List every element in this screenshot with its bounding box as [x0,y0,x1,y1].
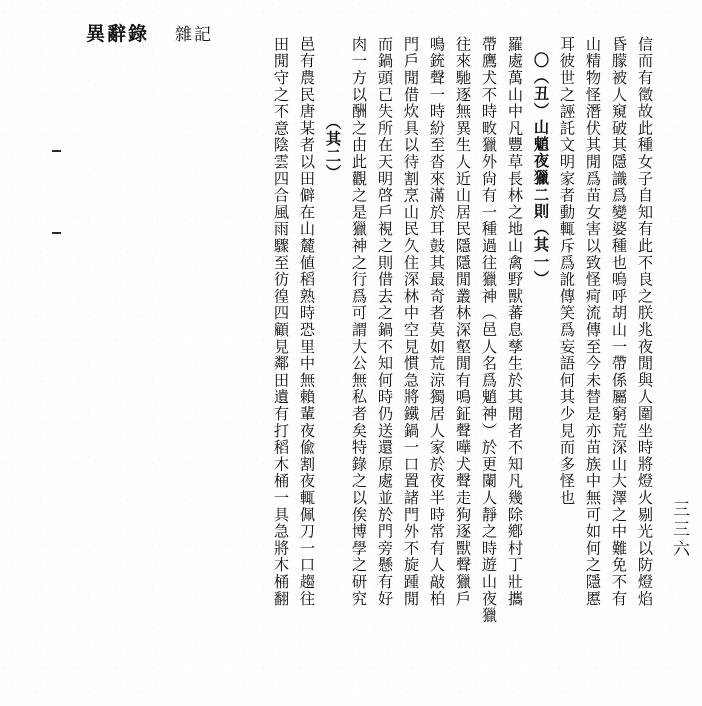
text-column: 肉一方以酬之由此觀之是獵神之行爲可謂大公無私者矣特錄之以俟博學之研究 [350,36,368,608]
text-column: 信而有徵故此種女子自知有此不良之朕兆夜閒與人圍坐時將燈火剔光以防燈焰 [636,36,654,608]
text-body [84,36,658,696]
page-number: 三三六 [669,500,689,560]
text-column: 而鍋頭已失所在天明啓戶視之則借去之鍋不知何時仍送還原處並於門旁懸有好 [376,36,394,608]
text-column: 耳彼世之誣託文明家者動輒斥爲訛傳笑爲妄語何其少見而多怪也 [558,36,576,507]
margin-tick-icon [52,232,61,234]
text-column: 鳴銃聲一時紛至沓來滿於耳鼓其最奇者莫如荒涼獨居人家於夜半時常有人敲柏 [428,36,446,608]
text-column: 邑有農民唐某者以田僻在山麓値稻熟時恐里中無賴輩夜偸割夜輒佩刀一口趨往 [298,36,316,608]
section-heading-chou: 〇（丑）山魈夜獵二則（其一） [532,52,550,288]
margin-tick-icon [52,150,61,152]
text-column: 田閒守之不意陰雲四合風雨驟至彷徨四顧見鄰田遺有打稻木桶一具急將木桶翻 [272,36,290,608]
text-column: 往來馳逐無異生人近山居民隱隱閒叢林深壑閒有鳴鉦聲嘩犬聲走狗逐獸聲獵戶 [454,36,472,608]
text-column: 門戶閒借炊具以待割烹山民久住深林中空見慣急將鐵鍋一口置諸門外不旋踵閒 [402,36,420,608]
text-column: 昏朦被人窺破其隱識爲變婆種也嗚呼胡山一帶係屬窮荒深山大澤之中難免不有 [610,36,628,608]
book-title: 異辭錄 [86,22,150,45]
text-column: 山精物怪潛伏其閒爲苗女害以致怪疴流傳至今未替是亦苗族中無可如何之隱慝 [584,36,602,608]
book-subtitle: 雜記 [175,24,214,45]
text-column: 羅處萬山中凡豐草長林之地山禽野獸蕃息孳生於其閒者不知凡幾除鄕村丁壯攜 [506,36,524,608]
section-heading-qier: （其二） [324,114,342,182]
text-column: 帶鷹犬不時畋獵外尙有一種過往獵神（邑人名爲魈神）於更闌人靜之時遊山夜獵 [480,36,498,624]
